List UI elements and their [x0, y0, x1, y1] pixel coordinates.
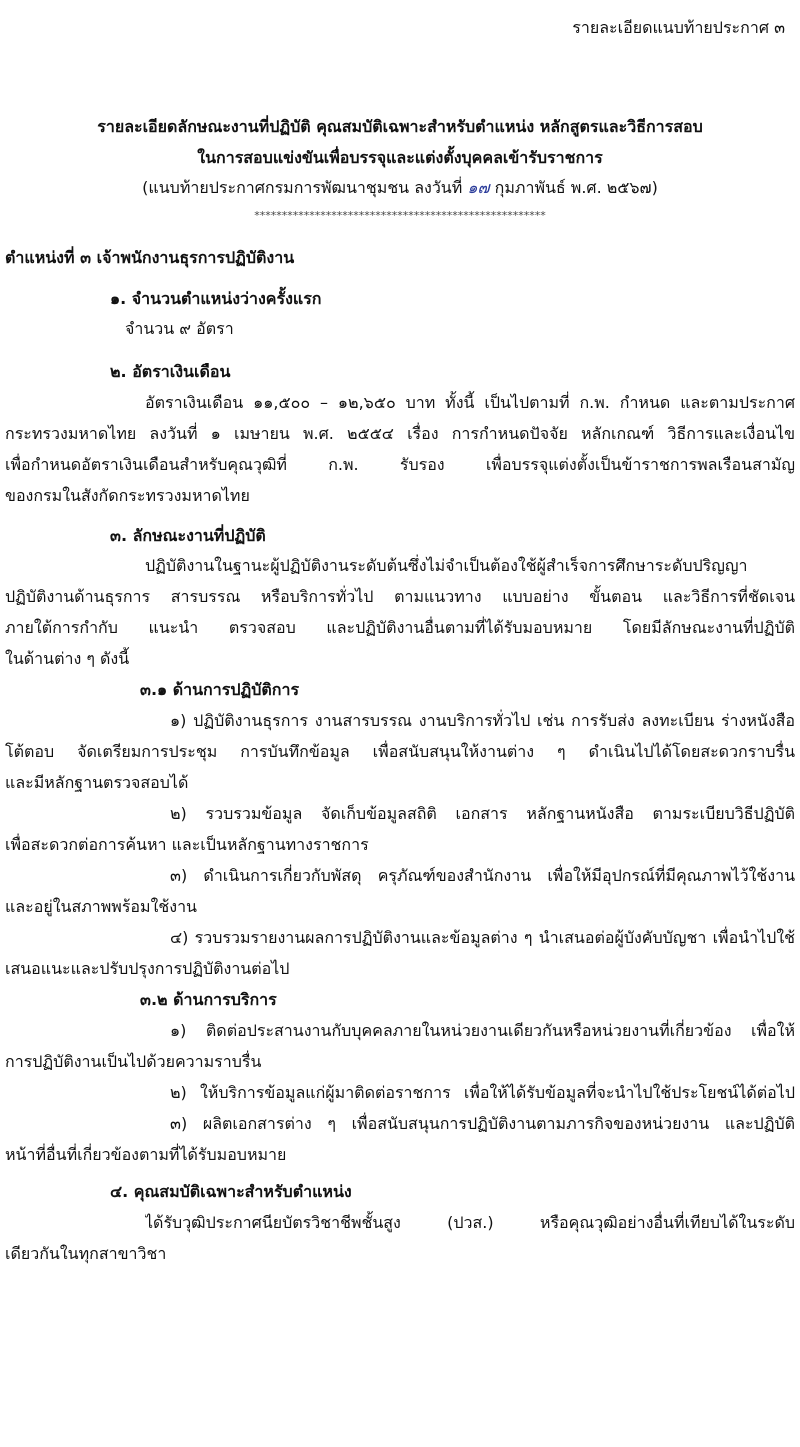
paragraph-line: ได้รับวุฒิประกาศนียบัตรวิชาชีพชั้นสูง (ปวส.) หรือคุณวุฒิอย่างอื่นที่เทียบได้ในระดับ: [145, 1213, 795, 1232]
paragraph-line: ๒) รวบรวมข้อมูล จัดเก็บข้อมูลสถิติ เอกสาร หลักฐานหนังสือ ตามระเบียบวิธีปฏิบัติ: [170, 804, 795, 823]
section-1-text: จำนวน ๙ อัตรา: [125, 319, 234, 338]
paragraph-line: การปฏิบัติงานเป็นไปด้วยความราบรื่น: [5, 1052, 262, 1071]
paragraph-line: เดียวกันในทุกสาขาวิชา: [5, 1244, 167, 1263]
paragraph-line: โต้ตอบ จัดเตรียมการประชุม การบันทึกข้อมูล เพื่อสนับสนุนให้งานต่าง ๆ ดำเนินไปได้โดยสะดวกราบรื่น: [5, 742, 795, 761]
paragraph-line: ของกรมในสังกัดกระทรวงมหาดไทย: [5, 486, 250, 505]
paragraph-line: ภายใต้การกำกับ แนะนำ ตรวจสอบ และปฏิบัติงานอื่นตามที่ได้รับมอบหมาย โดยมีลักษณะงานที่ปฏิบัติ: [5, 618, 795, 637]
paragraph-line: ๓) ดำเนินการเกี่ยวกับพัสดุ ครุภัณฑ์ของสำนักงาน เพื่อให้มีอุปกรณ์ที่มีคุณภาพไว้ใช้งาน: [170, 866, 795, 885]
title-line-2: ในการสอบแข่งขันเพื่อบรรจุและแต่งตั้งบุคคลเข้ารับราชการ: [197, 148, 603, 167]
title-line-1: รายละเอียดลักษณะงานที่ปฏิบัติ คุณสมบัติเฉพาะสำหรับตำแหน่ง หลักสูตรและวิธีการสอบ: [97, 117, 703, 136]
paragraph-line: ในด้านต่าง ๆ ดังนี้: [5, 649, 130, 668]
subsection-3-2-heading: ๓.๒ ด้านการบริการ: [140, 990, 277, 1009]
header-note: รายละเอียดแนบท้ายประกาศ ๓: [572, 18, 785, 37]
paragraph-line: เพื่อสะดวกต่อการค้นหา และเป็นหลักฐานทางราชการ: [5, 835, 369, 854]
paragraph-line: ๑) ติดต่อประสานงานกับบุคคลภายในหน่วยงานเดียวกันหรือหน่วยงานที่เกี่ยวข้อง เพื่อให้: [170, 1021, 795, 1040]
title-line-3: [0, 176, 800, 200]
section-1-heading: ๑. จำนวนตำแหน่งว่างครั้งแรก: [110, 289, 322, 308]
paragraph-line: เพื่อกำหนดอัตราเงินเดือนสำหรับคุณวุฒิที่ ก.พ. รับรอง เพื่อบรรจุแต่งตั้งเป็นข้าราชการพลเรือนสามัญ: [5, 455, 795, 474]
title-prefix: (แนบท้ายประกาศกรมการพัฒนาชุมชน ลงวันที่: [142, 178, 463, 197]
position-heading: ตำแหน่งที่ ๓ เจ้าพนักงานธุรการปฏิบัติงาน: [5, 248, 295, 267]
stars-divider: *****************************************************: [254, 209, 546, 222]
paragraph-line: หน้าที่อื่นที่เกี่ยวข้องตามที่ได้รับมอบหมาย: [5, 1145, 287, 1164]
title-suffix: กุมภาพันธ์ พ.ศ. ๒๕๖๗): [494, 178, 658, 197]
paragraph-line: ปฏิบัติงานในฐานะผู้ปฏิบัติงานระดับต้นซึ่งไม่จำเป็นต้องใช้ผู้สำเร็จการศึกษาระดับปริญญา: [145, 556, 748, 575]
paragraph-line: ปฏิบัติงานด้านธุรการ สารบรรณ หรือบริการทั่วไป ตามแนวทาง แบบอย่าง ขั้นตอน และวิธีการที่ชัดเจน: [5, 587, 795, 606]
paragraph-line: กระทรวงมหาดไทย ลงวันที่ ๑ เมษายน พ.ศ. ๒๕๕๔ เรื่อง การกำหนดปัจจัย หลักเกณฑ์ วิธีการและเงื่อนไข: [5, 424, 795, 443]
section-3-heading: ๓. ลักษณะงานที่ปฏิบัติ: [110, 526, 266, 545]
subsection-3-1-heading: ๓.๑ ด้านการปฏิบัติการ: [140, 680, 300, 699]
paragraph-line: และมีหลักฐานตรวจสอบได้: [5, 773, 189, 792]
paragraph-line: ๑) ปฏิบัติงานธุรการ งานสารบรรณ งานบริการทั่วไป เช่น การรับส่ง ลงทะเบียน ร่างหนังสือ: [170, 711, 795, 730]
paragraph-line: และอยู่ในสภาพพร้อมใช้งาน: [5, 897, 197, 916]
handwritten-day: ๑๗: [467, 178, 490, 197]
section-4-heading: ๔. คุณสมบัติเฉพาะสำหรับตำแหน่ง: [110, 1182, 352, 1201]
paragraph-line: อัตราเงินเดือน ๑๑,๕๐๐ – ๑๒,๖๕๐ บาท ทั้งนี้ เป็นไปตามที่ ก.พ. กำหนด และตามประกาศ: [145, 393, 795, 412]
paragraph-line: เสนอแนะและปรับปรุงการปฏิบัติงานต่อไป: [5, 959, 290, 978]
paragraph-line: ๓) ผลิตเอกสารต่าง ๆ เพื่อสนับสนุนการปฏิบัติงานตามภารกิจของหน่วยงาน และปฏิบัติ: [170, 1114, 795, 1133]
paragraph-line: ๒) ให้บริการข้อมูลแก่ผู้มาติดต่อราชการ เพื่อให้ได้รับข้อมูลที่จะนำไปใช้ประโยชน์ได้ต่อไป: [170, 1083, 795, 1102]
section-2-heading: ๒. อัตราเงินเดือน: [110, 362, 231, 381]
paragraph-line: ๔) รวบรวมรายงานผลการปฏิบัติงานและข้อมูลต่าง ๆ นำเสนอต่อผู้บังคับบัญชา เพื่อนำไปใช้: [170, 928, 795, 947]
